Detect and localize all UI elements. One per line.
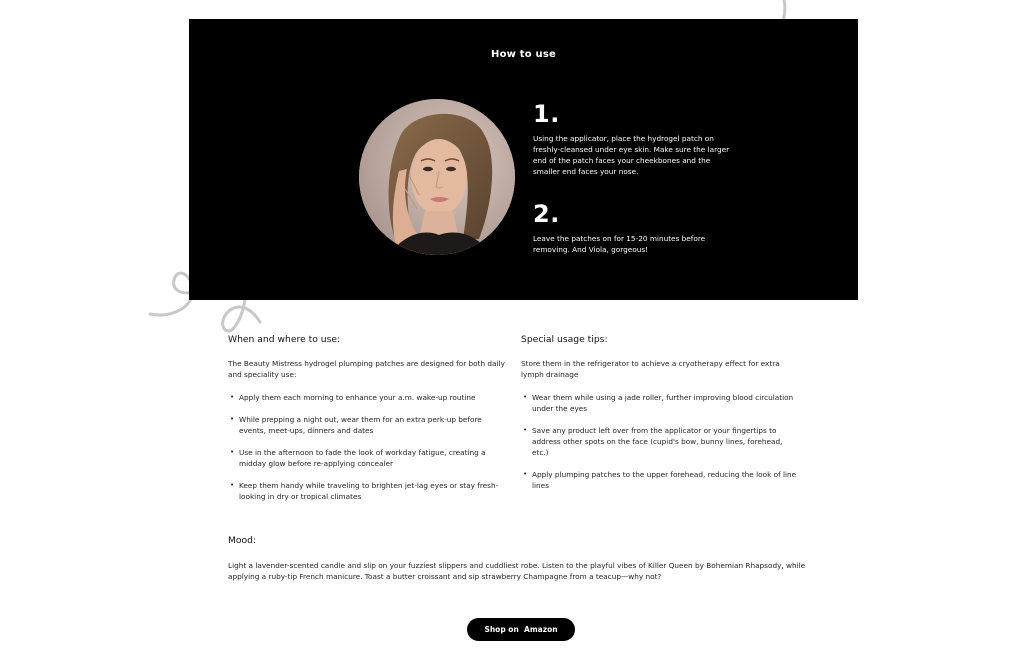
special-tips-heading: Special usage tips: [521,334,608,345]
step-1-number: 1. [533,100,560,128]
step-2 [533,199,733,255]
list-item: • Apply plumping patches to the upper forehead, reducing the look of line lines [521,469,801,491]
step-2-text: Leave the patches on for 15-20 minutes before removing. And Viola, gorgeous! [533,234,706,254]
when-where-intro: The Beauty Mistress hydrogel plumping patches are designed for both daily and speciality use: [228,359,505,379]
list-item: • Wear them while using a jade roller, further improving blood circulation under the eyes [521,392,801,414]
when-where-heading: When and where to use: [228,334,341,345]
special-tips-section [521,334,801,502]
step-1 [533,99,733,177]
list-item: • Keep them handy while traveling to brighten jet-lag eyes or stay fresh-looking in dry or tropical climates [228,480,510,502]
steps-list [533,99,733,255]
step-2-number: 2. [533,200,560,228]
shop-on-amazon-button[interactable] [467,618,575,641]
when-where-list [228,392,510,502]
portrait-illustration [359,99,515,255]
model-portrait-image [359,99,515,255]
step-1-text: Using the applicator, place the hydrogel patch on freshly-cleansed under eye skin. Make sure the larger end of the patch faces your cheekbones and the smaller end faces your nose. [533,134,730,176]
list-item: • Apply them each morning to enhance your a.m. wake-up routine [228,392,510,403]
shop-on-amazon-label: Shop on Amazon [484,625,558,634]
list-item: • Save any product left over from the applicator or your fingertips to address other spots on the face (cupid's bow, bunny lines, forehead, etc.) [521,425,801,458]
special-tips-intro: Store them in the refrigerator to achieve a cryotherapy effect for extra lymph drainage [521,359,780,379]
how-to-use-title: How to use [491,49,556,60]
list-item: • While prepping a night out, wear them for an extra perk-up before events, meet-ups, dinners and dates [228,414,510,436]
when-where-section [228,334,510,513]
list-item: • Use in the afternoon to fade the look of workday fatigue, creating a midday glow before re-applying concealer [228,447,510,469]
mood-text: Light a lavender-scented candle and slip on your fuzziest slippers and cuddliest robe. Listen to the playful vibes of Killer Queen by Bohemian Rhapsody, while applying a ruby-tip French manicure. Toast a butter croissant and sip strawberry Champagne from a teacup—why not? [228,561,806,581]
how-to-use-section [189,19,858,300]
special-tips-list [521,392,801,491]
mood-heading: Mood: [228,535,257,546]
mood-section [228,535,808,582]
